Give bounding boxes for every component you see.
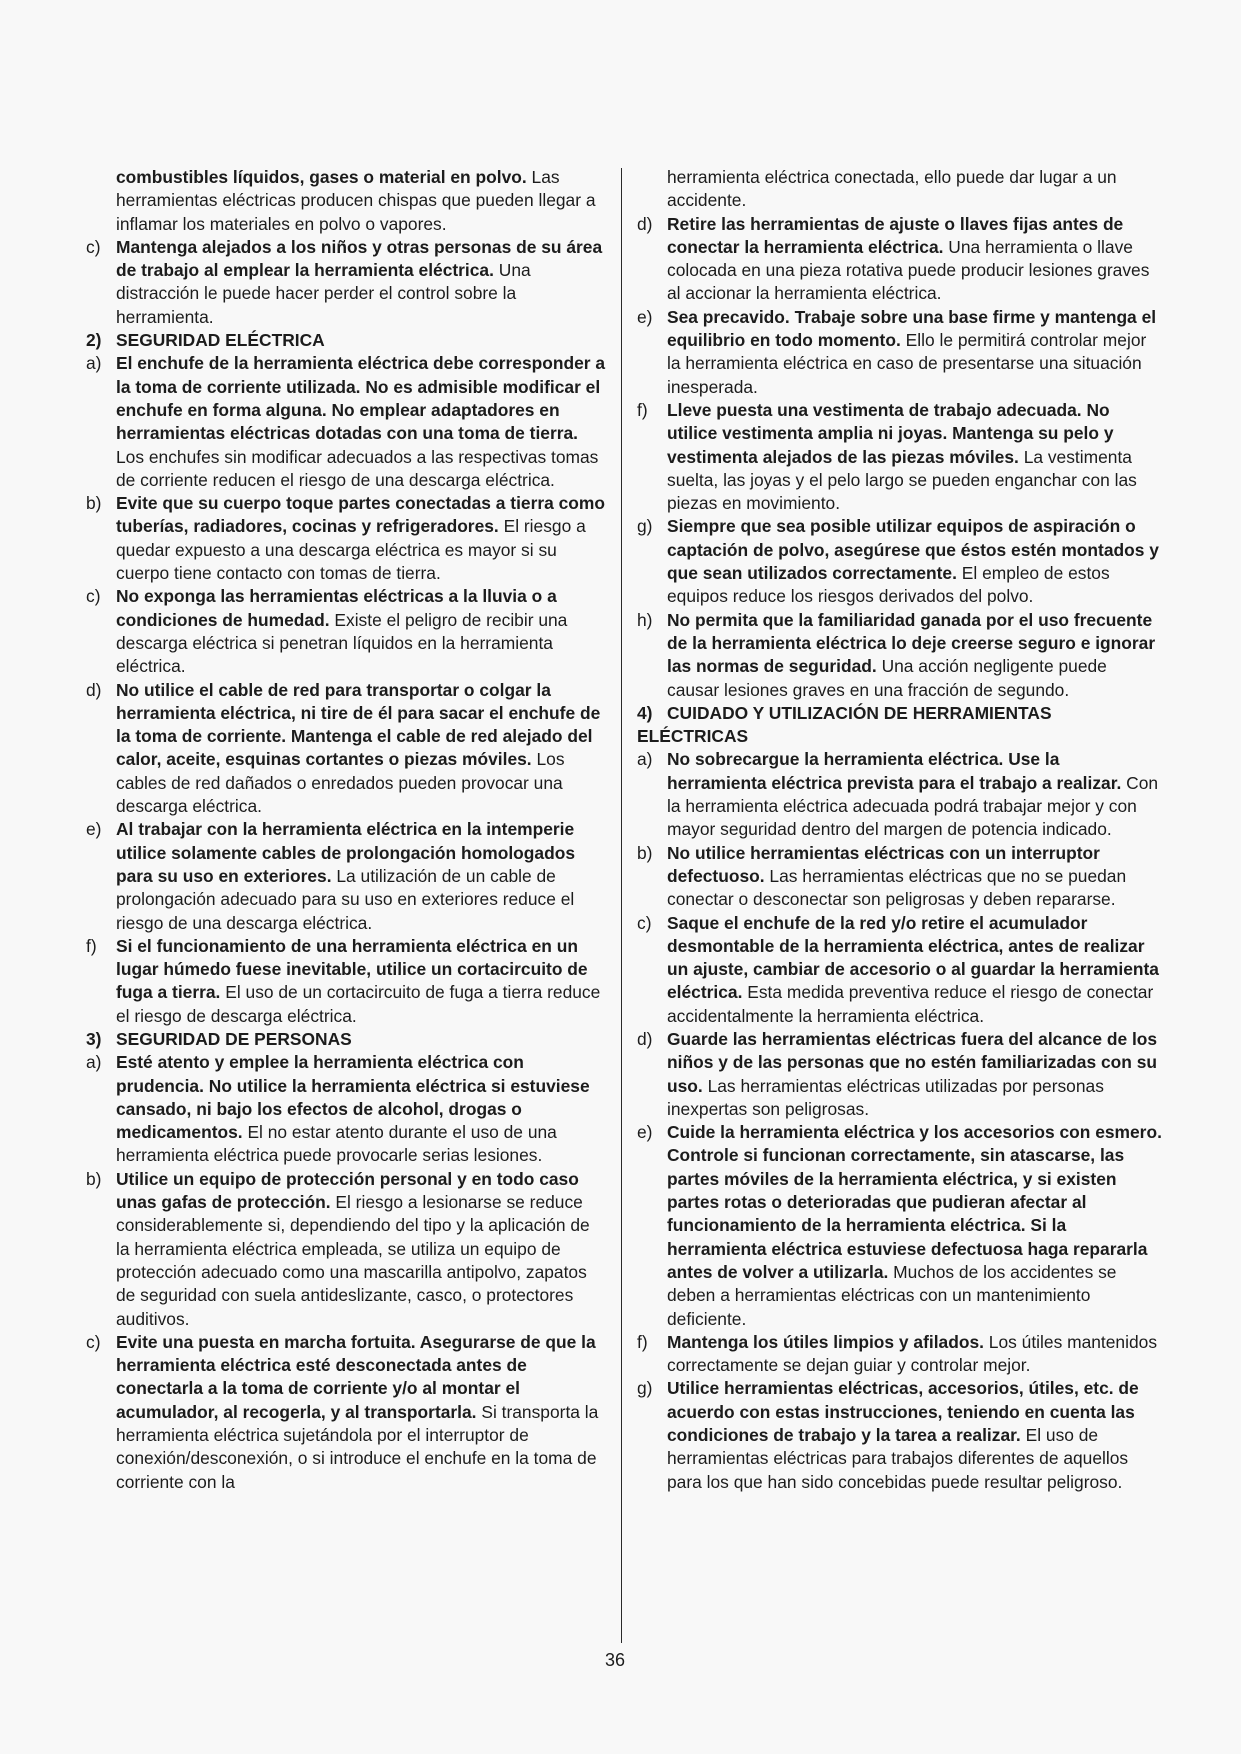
list-item: a) Esté atento y emplee la herramienta eléctrica con prudencia. No utilice la herramienta eléctrica si estuviese cansado, ni bajo los efectos de alcohol, drogas o medicamentos. El no estar atento durante el uso de una herramienta eléctrica puede provocarle serias lesiones. <box>86 1052 590 1166</box>
continuation-paragraph: combustibles líquidos, gases o material en polvo. Las herramientas eléctricas producen chispas que pueden llegar a inflamar los materiales en polvo o vapores. <box>116 167 596 234</box>
left-column <box>86 166 606 1494</box>
list-item: h) No permita que la familiaridad ganada por el uso frecuente de la herramienta eléctrica lo deje creerse seguro e ignorar las normas de seguridad. Una acción negligente puede causar lesiones graves en una fracción de segundo. <box>637 609 1156 700</box>
section-heading-tool-care: 4) CUIDADO Y UTILIZACIÓN DE HERRAMIENTAS ELÉCTRICAS <box>637 702 1052 747</box>
page-number: 36 <box>605 1650 626 1670</box>
continuation-paragraph: herramienta eléctrica conectada, ello puede dar lugar a un accidente. <box>667 167 1117 211</box>
list-item: d) No utilice el cable de red para transportar o colgar la herramienta eléctrica, ni tire de él para sacar el enchufe de la toma de corriente. Mantenga el cable de red alejado del calor, aceite, esquinas cortantes o piezas móviles. Los cables de red dañados o enredados pueden provocar una descarga eléctrica. <box>86 679 601 817</box>
list-item: f) Si el funcionamiento de una herramienta eléctrica en un lugar húmedo fuese inevitable, utilice un cortacircuito de fuga a tierra. El uso de un cortacircuito de fuga a tierra reduce el riesgo de descarga eléctrica. <box>86 935 601 1026</box>
list-item: a) No sobrecargue la herramienta eléctrica. Use la herramienta eléctrica prevista para el trabajo a realizar. Con la herramienta eléctrica adecuada podrá trabajar mejor y con mayor seguridad dentro del margen de potencia indicado. <box>637 749 1159 840</box>
list-item: c) Saque el enchufe de la red y/o retire el acumulador desmontable de la herramienta eléctrica, antes de realizar un ajuste, cambiar de accesorio o al guardar la herramienta eléctrica. Esta medida preventiva reduce el riesgo de conectar accidentalmente la herramienta eléctrica. <box>637 912 1159 1026</box>
list-item: b) Utilice un equipo de protección personal y en todo caso unas gafas de protección. El riesgo a lesionarse se reduce considerablemente si, dependiendo del tipo y la aplicación de la herramienta eléctrica empleada, se utiliza un equipo de protección adecuado como una mascarilla antipolvo, zapatos de seguridad con suela antideslizante, casco, o protectores auditivos. <box>86 1168 590 1329</box>
list-item: a) El enchufe de la herramienta eléctrica debe corresponder a la toma de corriente utilizada. No es admisible modificar el enchufe en forma alguna. No emplear adaptadores en herramientas eléctricas dotadas con una toma de tierra. Los enchufes sin modificar adecuados a las respectivas tomas de corriente reducen el riesgo de una descarga eléctrica. <box>86 353 606 490</box>
list-item: f) Mantenga los útiles limpios y afilados. Los útiles mantenidos correctamente se dejan guiar y controlar mejor. <box>637 1331 1158 1376</box>
column-divider <box>621 168 622 1643</box>
list-item: c) No exponga las herramientas eléctricas a la lluvia o a condiciones de humedad. Existe el peligro de recibir una descarga eléctrica si penetran líquidos en la herramienta eléctrica. <box>86 586 568 677</box>
list-item: d) Retire las herramientas de ajuste o llaves fijas antes de conectar la herramienta eléctrica. Una herramienta o llave colocada en una pieza rotativa puede producir lesiones graves al accionar la herramienta eléctrica. <box>637 213 1150 304</box>
list-item: d) Guarde las herramientas eléctricas fuera del alcance de los niños y de las personas que no estén familiarizadas con su uso. Las herramientas eléctricas utilizadas por personas inexpertas son peligrosas. <box>637 1028 1158 1119</box>
list-item: e) Cuide la herramienta eléctrica y los accesorios con esmero. Controle si funcionan correctamente, sin atascarse, las partes móviles de la herramienta eléctrica, y si existen partes rotas o deterioradas que pudieran afectar al funcionamiento de la herramienta eléctrica. Si la herramienta eléctrica estuviese defectuosa haga repararla antes de volver a utilizarla. Muchos de los accidentes se deben a herramientas eléctricas con un mantenimiento deficiente. <box>637 1122 1162 1329</box>
list-item: b) Evite que su cuerpo toque partes conectadas a tierra como tuberías, radiadores, cocinas y refrigeradores. El riesgo a quedar expuesto a una descarga eléctrica es mayor si su cuerpo tiene contacto con tomas de tierra. <box>86 493 606 584</box>
right-column <box>637 166 1162 1494</box>
section-heading-electrical-safety: 2) SEGURIDAD ELÉCTRICA <box>86 330 325 351</box>
list-item: g) Utilice herramientas eléctricas, accesorios, útiles, etc. de acuerdo con estas instrucciones, teniendo en cuenta las condiciones de trabajo y la tarea a realizar. El uso de herramientas eléctricas para trabajos diferentes de aquellos para los que han sido concebidas puede resultar peligroso. <box>637 1378 1139 1492</box>
section-heading-personal-safety: 3) SEGURIDAD DE PERSONAS <box>86 1028 352 1049</box>
list-item: e) Al trabajar con la herramienta eléctrica en la intemperie utilice solamente cables de prolongación homologados para su uso en exteriores. La utilización de un cable de prolongación adecuado para su uso en exteriores reduce el riesgo de una descarga eléctrica. <box>86 819 576 933</box>
list-item: e) Sea precavido. Trabaje sobre una base firme y mantenga el equilibrio en todo momento. Ello le permitirá controlar mejor la herramienta eléctrica en caso de presentarse una situación inesperada. <box>637 306 1157 397</box>
list-item: b) No utilice herramientas eléctricas con un interruptor defectuoso. Las herramientas eléctricas que no se puedan conectar o desconectar son peligrosas y deben repararse. <box>637 842 1127 910</box>
list-item-c: c) Mantenga alejados a los niños y otras personas de su área de trabajo al emplear la herramienta eléctrica. Una distracción le puede hacer perder el control sobre la herramienta. <box>86 236 603 327</box>
list-item: g) Siempre que sea posible utilizar equipos de aspiración o captación de polvo, asegúrese que éstos estén montados y que sean utilizados correctamente. El empleo de estos equipos reduce los riesgos derivados del polvo. <box>637 516 1159 607</box>
list-item: f) Lleve puesta una vestimenta de trabajo adecuada. No utilice vestimenta amplia ni joyas. Mantenga su pelo y vestimenta alejados de las piezas móviles. La vestimenta suelta, las joyas y el pelo largo se pueden enganchar con las piezas en movimiento. <box>637 399 1137 514</box>
list-item: c) Evite una puesta en marcha fortuita. Asegurarse de que la herramienta eléctrica esté desconectada antes de conectarla a la toma de corriente y/o al montar el acumulador, al recogerla, y al transportarla. Si transporta la herramienta eléctrica sujetándola por el interruptor de conexión/desconexión, o si introduce el enchufe en la toma de corriente con la <box>86 1331 599 1492</box>
